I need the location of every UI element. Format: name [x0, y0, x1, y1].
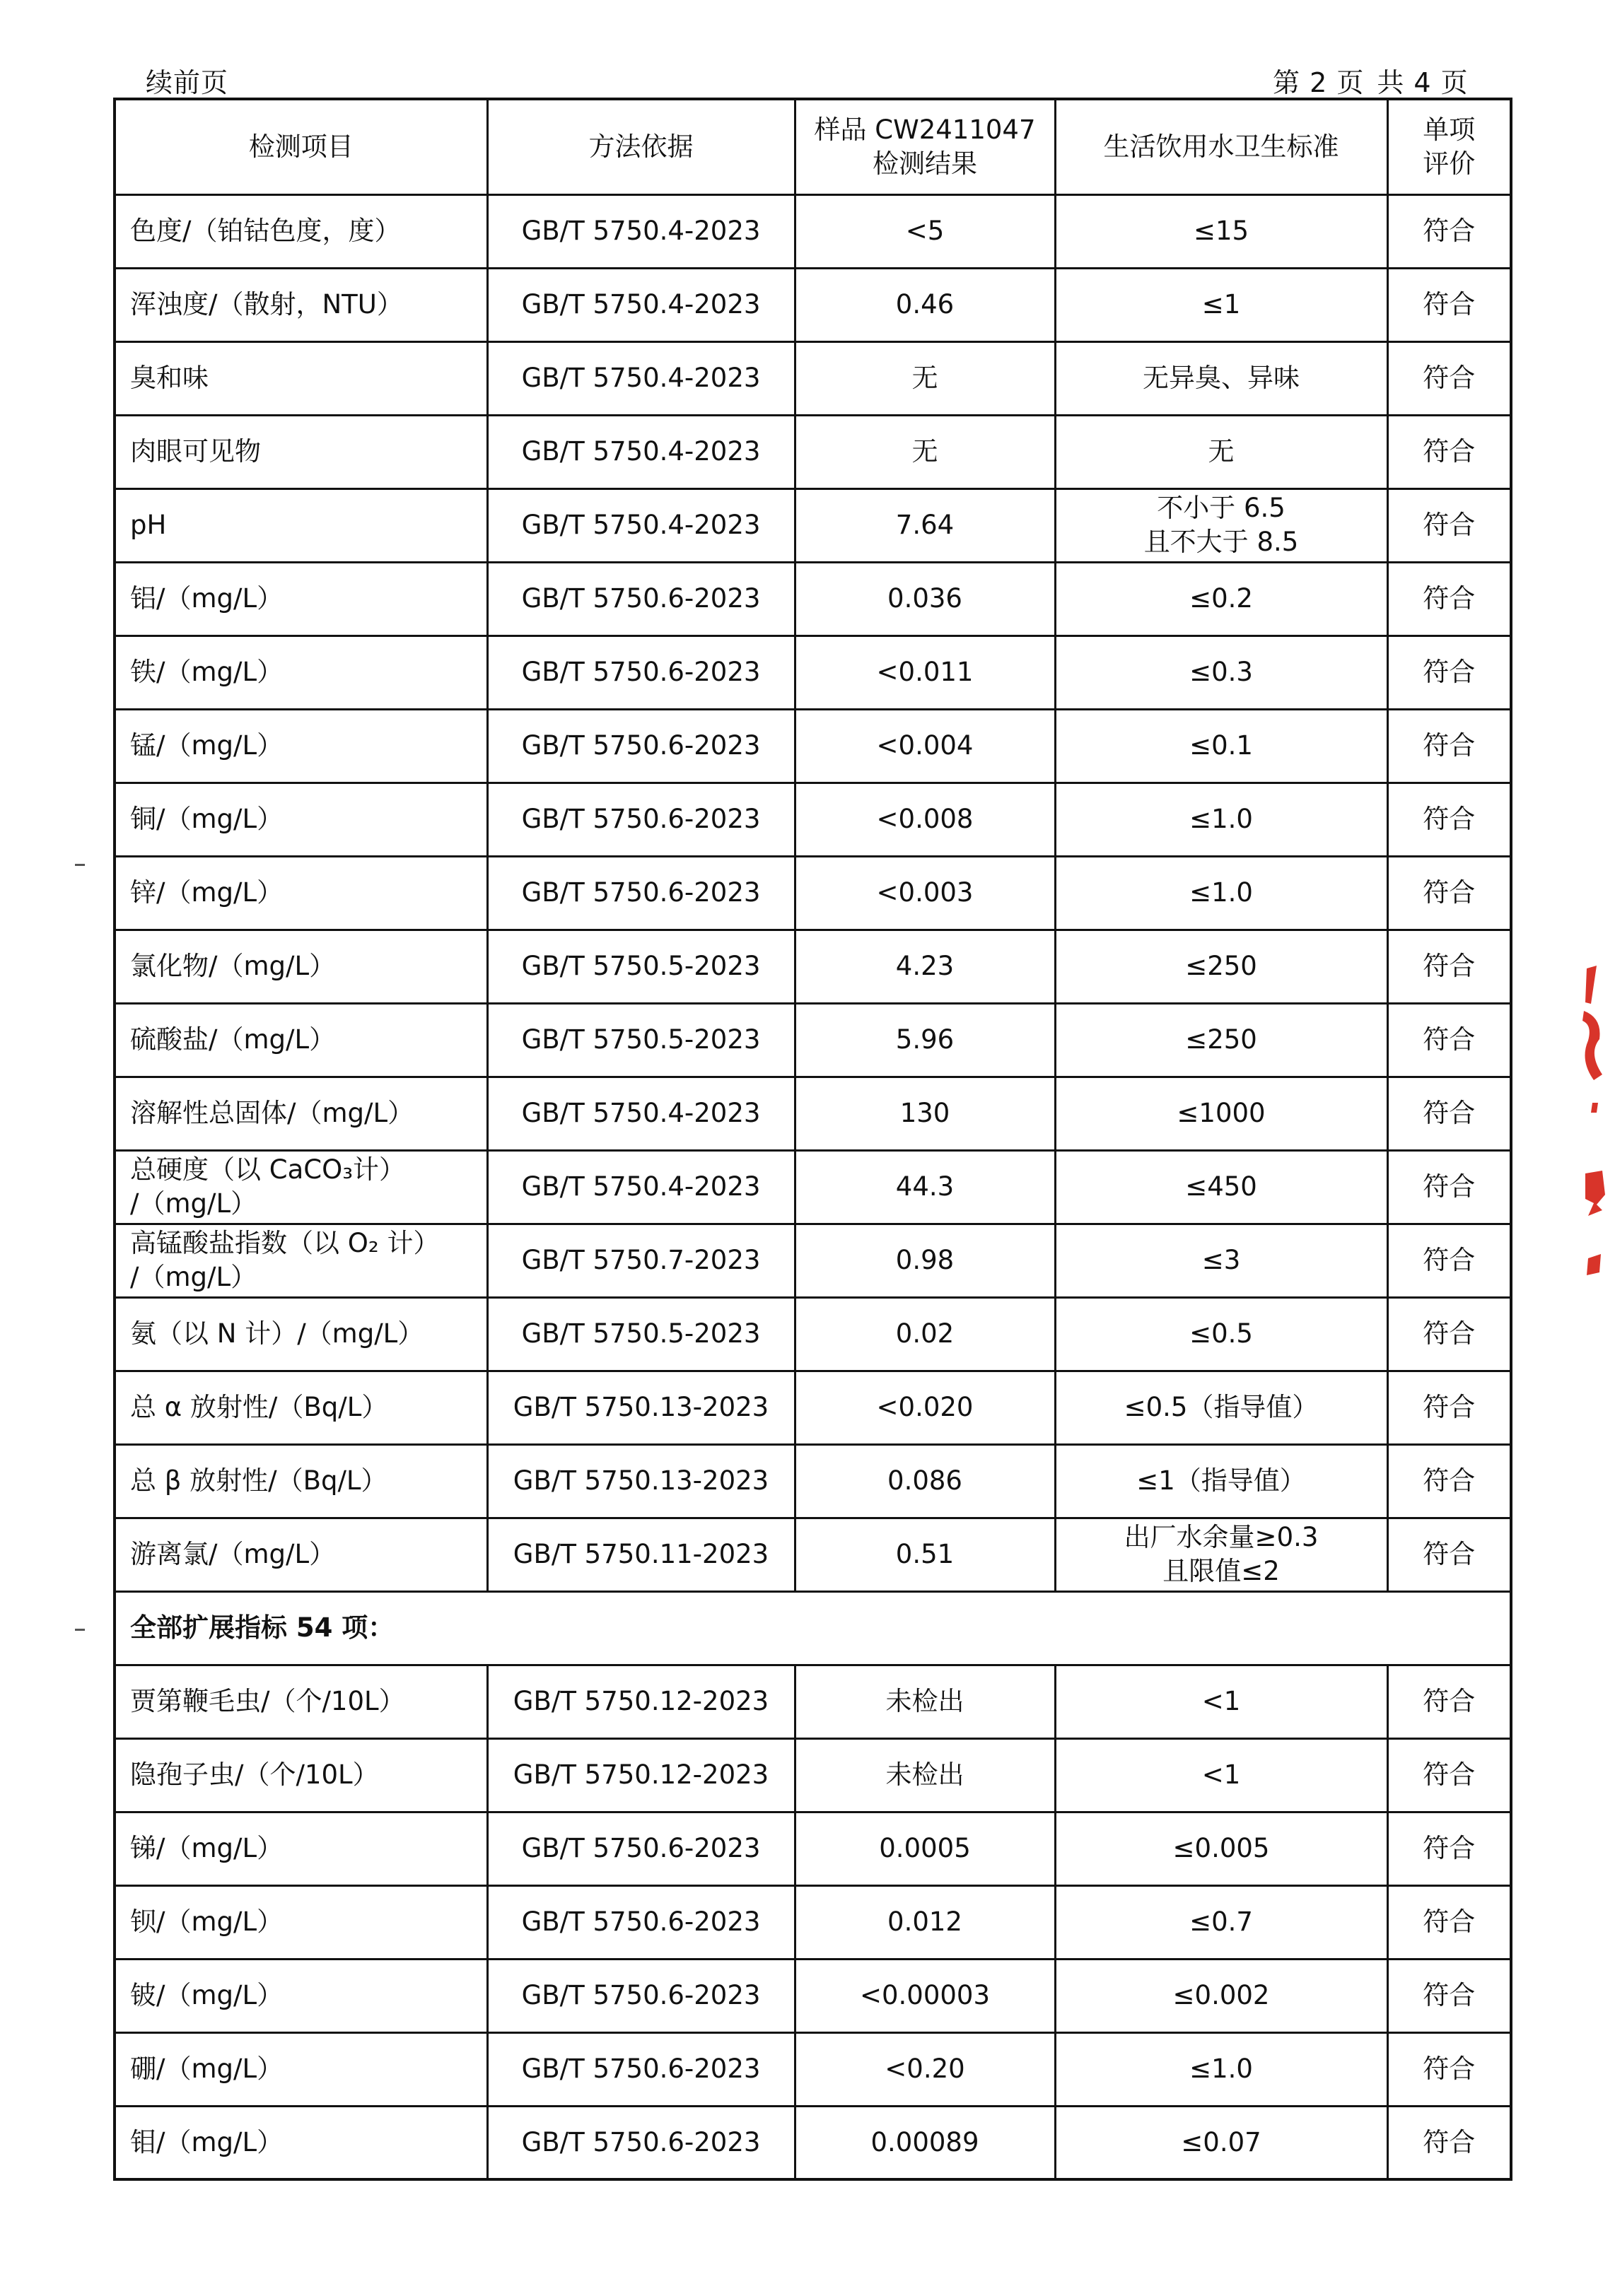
cell-item: 铝/（mg/L）	[115, 562, 487, 636]
cell-standard: ≤0.005	[1055, 1812, 1387, 1885]
cell-evaluation: 符合	[1387, 341, 1511, 415]
cell-evaluation: 符合	[1387, 1224, 1511, 1297]
cell-item: 高锰酸盐指数（以 O₂ 计） /（mg/L）	[115, 1224, 487, 1297]
cell-evaluation: 符合	[1387, 1518, 1511, 1591]
stamp-fragment	[1585, 1171, 1605, 1216]
cell-method: GB/T 5750.6-2023	[487, 856, 795, 930]
margin-tick	[75, 864, 85, 866]
table-row	[115, 636, 1511, 709]
table-row	[115, 488, 1511, 562]
cell-result: 130	[795, 1077, 1055, 1150]
cell-method: GB/T 5750.5-2023	[487, 930, 795, 1003]
table-row	[115, 1444, 1511, 1518]
cell-result: 无	[795, 415, 1055, 488]
cell-evaluation: 符合	[1387, 1812, 1511, 1885]
cell-evaluation: 符合	[1387, 1959, 1511, 2032]
cell-method: GB/T 5750.4-2023	[487, 1150, 795, 1224]
cell-evaluation: 符合	[1387, 1371, 1511, 1444]
cell-method: GB/T 5750.7-2023	[487, 1224, 795, 1297]
cell-standard: 无	[1055, 415, 1387, 488]
cell-method: GB/T 5750.5-2023	[487, 1297, 795, 1371]
cell-item: 铁/（mg/L）	[115, 636, 487, 709]
header-result: 样品 CW2411047 检测结果	[795, 99, 1055, 194]
table-row	[115, 1665, 1511, 1738]
table-row	[115, 2106, 1511, 2179]
stamp-fragment	[1587, 1254, 1601, 1275]
cell-item: 锑/（mg/L）	[115, 1812, 487, 1885]
cell-standard: 不小于 6.5 且不大于 8.5	[1055, 488, 1387, 562]
cell-item: 硼/（mg/L）	[115, 2032, 487, 2106]
cell-standard: ≤3	[1055, 1224, 1387, 1297]
cell-result: <5	[795, 194, 1055, 268]
table-row	[115, 341, 1511, 415]
cell-result: <0.00003	[795, 1959, 1055, 2032]
cell-method: GB/T 5750.6-2023	[487, 1959, 795, 2032]
cell-result: 0.0005	[795, 1812, 1055, 1885]
cell-method: GB/T 5750.11-2023	[487, 1518, 795, 1591]
cell-method: GB/T 5750.4-2023	[487, 1077, 795, 1150]
cell-method: GB/T 5750.6-2023	[487, 709, 795, 783]
stamp-fragment	[1582, 1011, 1602, 1080]
cell-item: 游离氯/（mg/L）	[115, 1518, 487, 1591]
cell-standard: ≤250	[1055, 1003, 1387, 1077]
cell-item: 肉眼可见物	[115, 415, 487, 488]
cell-method: GB/T 5750.4-2023	[487, 194, 795, 268]
cell-item: 硫酸盐/（mg/L）	[115, 1003, 487, 1077]
cell-evaluation: 符合	[1387, 1150, 1511, 1224]
cell-item: 钼/（mg/L）	[115, 2106, 487, 2179]
cell-standard: ≤450	[1055, 1150, 1387, 1224]
cell-method: GB/T 5750.4-2023	[487, 488, 795, 562]
cell-standard: ≤0.5	[1055, 1297, 1387, 1371]
cell-standard: 出厂水余量≥0.3 且限值≤2	[1055, 1518, 1387, 1591]
stamp-fragment	[1585, 966, 1597, 1004]
cell-evaluation: 符合	[1387, 1297, 1511, 1371]
cell-standard: ≤1000	[1055, 1077, 1387, 1150]
cell-evaluation: 符合	[1387, 268, 1511, 341]
cell-evaluation: 符合	[1387, 930, 1511, 1003]
cell-evaluation: 符合	[1387, 709, 1511, 783]
cell-result: 0.00089	[795, 2106, 1055, 2179]
table-row	[115, 1003, 1511, 1077]
table-row	[115, 1885, 1511, 1959]
table-row	[115, 1150, 1511, 1224]
header-standard: 生活饮用水卫生标准	[1055, 99, 1387, 194]
cell-standard: ≤1（指导值）	[1055, 1444, 1387, 1518]
cell-method: GB/T 5750.6-2023	[487, 636, 795, 709]
header-row	[115, 99, 1511, 194]
test-results-table	[113, 98, 1512, 2181]
table-row	[115, 194, 1511, 268]
table-body-basic	[115, 194, 1511, 1591]
cell-method: GB/T 5750.4-2023	[487, 268, 795, 341]
header-method: 方法依据	[487, 99, 795, 194]
cell-standard: <1	[1055, 1665, 1387, 1738]
table-body-extended	[115, 1665, 1511, 2179]
cell-result: <0.003	[795, 856, 1055, 930]
cell-result: 0.086	[795, 1444, 1055, 1518]
cell-result: 44.3	[795, 1150, 1055, 1224]
cell-evaluation: 符合	[1387, 856, 1511, 930]
cell-evaluation: 符合	[1387, 2106, 1511, 2179]
cell-result: 0.46	[795, 268, 1055, 341]
cell-result: 0.02	[795, 1297, 1055, 1371]
cell-item: 隐孢子虫/（个/10L）	[115, 1738, 487, 1812]
cell-evaluation: 符合	[1387, 636, 1511, 709]
red-stamp-edge	[1581, 961, 1609, 1287]
cell-item: 铜/（mg/L）	[115, 783, 487, 856]
table-row	[115, 930, 1511, 1003]
cell-item: 铍/（mg/L）	[115, 1959, 487, 2032]
cell-result: <0.020	[795, 1371, 1055, 1444]
table-row	[115, 1297, 1511, 1371]
table-row	[115, 1738, 1511, 1812]
cell-item: 溶解性总固体/（mg/L）	[115, 1077, 487, 1150]
header-item: 检测项目	[115, 99, 487, 194]
margin-tick	[75, 1629, 85, 1631]
table-row	[115, 856, 1511, 930]
cell-item: 锌/（mg/L）	[115, 856, 487, 930]
header-evaluation: 单项 评价	[1387, 99, 1511, 194]
cell-standard: ≤15	[1055, 194, 1387, 268]
cell-method: GB/T 5750.4-2023	[487, 415, 795, 488]
cell-result: 未检出	[795, 1665, 1055, 1738]
cell-evaluation: 符合	[1387, 1885, 1511, 1959]
page-total: 共 4 页	[1377, 67, 1469, 98]
cell-result: <0.011	[795, 636, 1055, 709]
cell-item: pH	[115, 488, 487, 562]
cell-result: 7.64	[795, 488, 1055, 562]
table-row	[115, 2032, 1511, 2106]
cell-item: 总硬度（以 CaCO₃计） /（mg/L）	[115, 1150, 487, 1224]
cell-result: 4.23	[795, 930, 1055, 1003]
cell-result: 0.51	[795, 1518, 1055, 1591]
table-row	[115, 1959, 1511, 2032]
table-section	[115, 1591, 1511, 1665]
cell-evaluation: 符合	[1387, 562, 1511, 636]
cell-method: GB/T 5750.5-2023	[487, 1003, 795, 1077]
cell-result: 5.96	[795, 1003, 1055, 1077]
cell-result: 0.036	[795, 562, 1055, 636]
section-row	[115, 1591, 1511, 1665]
cell-standard: ≤0.7	[1055, 1885, 1387, 1959]
stamp-fragment	[1591, 1103, 1598, 1113]
table-header	[115, 99, 1511, 194]
cell-standard: ≤1	[1055, 268, 1387, 341]
cell-result: <0.008	[795, 783, 1055, 856]
cell-item: 总 α 放射性/（Bq/L）	[115, 1371, 487, 1444]
cell-evaluation: 符合	[1387, 488, 1511, 562]
cell-standard: ≤1.0	[1055, 2032, 1387, 2106]
section-title: 全部扩展指标 54 项：	[115, 1591, 1511, 1665]
cell-method: GB/T 5750.6-2023	[487, 2106, 795, 2179]
table-row	[115, 415, 1511, 488]
cell-evaluation: 符合	[1387, 1665, 1511, 1738]
cell-method: GB/T 5750.13-2023	[487, 1444, 795, 1518]
cell-item: 钡/（mg/L）	[115, 1885, 487, 1959]
cell-evaluation: 符合	[1387, 415, 1511, 488]
cell-item: 色度/（铂钴色度，度）	[115, 194, 487, 268]
cell-method: GB/T 5750.13-2023	[487, 1371, 795, 1444]
cell-method: GB/T 5750.4-2023	[487, 341, 795, 415]
cell-method: GB/T 5750.12-2023	[487, 1738, 795, 1812]
table-row	[115, 562, 1511, 636]
cell-item: 臭和味	[115, 341, 487, 415]
cell-standard: ≤0.1	[1055, 709, 1387, 783]
cell-standard: ≤1.0	[1055, 783, 1387, 856]
cell-method: GB/T 5750.6-2023	[487, 1885, 795, 1959]
cell-item: 锰/（mg/L）	[115, 709, 487, 783]
cell-result: <0.004	[795, 709, 1055, 783]
table-row	[115, 268, 1511, 341]
cell-result: <0.20	[795, 2032, 1055, 2106]
cell-evaluation: 符合	[1387, 1444, 1511, 1518]
table-row	[115, 1371, 1511, 1444]
cell-method: GB/T 5750.6-2023	[487, 1812, 795, 1885]
cell-standard: ≤0.5（指导值）	[1055, 1371, 1387, 1444]
page-number: 第 2 页	[1273, 67, 1365, 98]
cell-evaluation: 符合	[1387, 783, 1511, 856]
cell-standard: <1	[1055, 1738, 1387, 1812]
cell-evaluation: 符合	[1387, 194, 1511, 268]
cell-evaluation: 符合	[1387, 2032, 1511, 2106]
table-row	[115, 1518, 1511, 1591]
cell-result: 0.012	[795, 1885, 1055, 1959]
cell-result: 未检出	[795, 1738, 1055, 1812]
table-row	[115, 1812, 1511, 1885]
table-row	[115, 1224, 1511, 1297]
table-row	[115, 1077, 1511, 1150]
page-indicator	[1273, 61, 1481, 100]
cell-standard: ≤1.0	[1055, 856, 1387, 930]
cell-result: 无	[795, 341, 1055, 415]
cell-evaluation: 符合	[1387, 1077, 1511, 1150]
cell-item: 浑浊度/（散射，NTU）	[115, 268, 487, 341]
cell-item: 贾第鞭毛虫/（个/10L）	[115, 1665, 487, 1738]
cell-item: 氯化物/（mg/L）	[115, 930, 487, 1003]
cell-evaluation: 符合	[1387, 1738, 1511, 1812]
cell-item: 氨（以 N 计）/（mg/L）	[115, 1297, 487, 1371]
cell-standard: ≤250	[1055, 930, 1387, 1003]
table-row	[115, 783, 1511, 856]
cell-standard: ≤0.2	[1055, 562, 1387, 636]
cell-item: 总 β 放射性/（Bq/L）	[115, 1444, 487, 1518]
continued-label: 续前页	[146, 67, 229, 98]
cell-method: GB/T 5750.6-2023	[487, 2032, 795, 2106]
cell-standard: ≤0.3	[1055, 636, 1387, 709]
cell-result: 0.98	[795, 1224, 1055, 1297]
cell-evaluation: 符合	[1387, 1003, 1511, 1077]
cell-standard: ≤0.002	[1055, 1959, 1387, 2032]
cell-method: GB/T 5750.6-2023	[487, 562, 795, 636]
cell-standard: ≤0.07	[1055, 2106, 1387, 2179]
table-row	[115, 709, 1511, 783]
cell-method: GB/T 5750.12-2023	[487, 1665, 795, 1738]
cell-standard: 无异臭、异味	[1055, 341, 1387, 415]
cell-method: GB/T 5750.6-2023	[487, 783, 795, 856]
